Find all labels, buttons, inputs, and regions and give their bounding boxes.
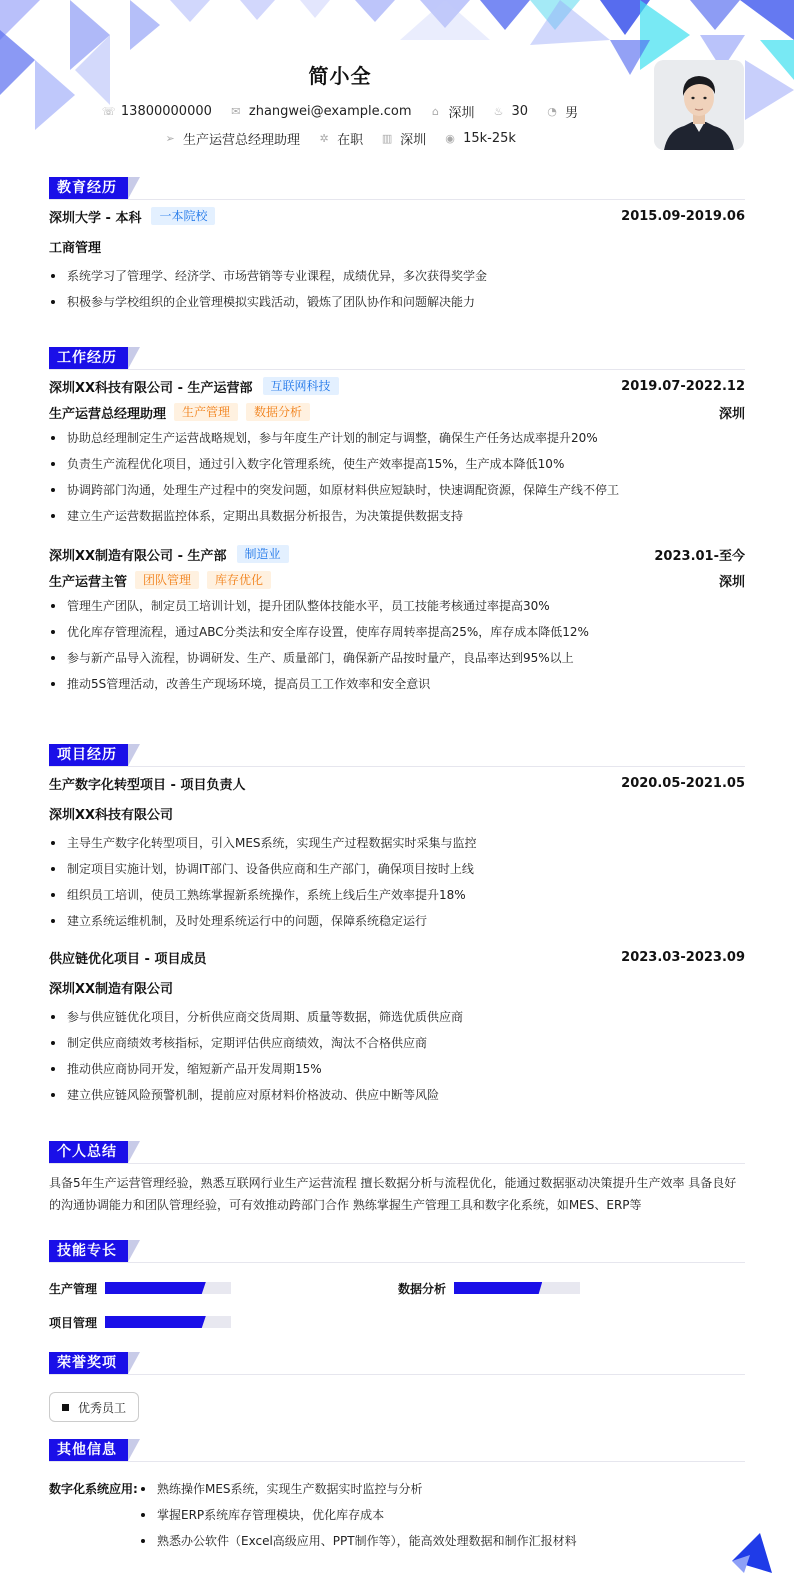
cake-icon: ♨ (493, 104, 504, 118)
position-info (164, 129, 300, 148)
project-company-row (49, 800, 745, 826)
list-item: 推动供应商协同开发，缩短新产品开发周期15% (49, 1056, 745, 1082)
skill-tag: 生产管理 (174, 403, 238, 421)
skill-bar-fill (105, 1316, 206, 1328)
education-header (49, 177, 745, 200)
resume-header (0, 0, 794, 170)
section-title: 工作经历 (49, 347, 128, 369)
job-entry (49, 541, 745, 697)
status-icon: ✲ (319, 131, 329, 145)
list-item: 建立生产运营数据监控体系，定期出具数据分析报告，为决策提供数据支持 (49, 503, 745, 529)
industry-tag: 制造业 (237, 545, 289, 563)
job-bullets (49, 425, 745, 529)
project-period: 2023.03-2023.09 (621, 949, 745, 965)
list-item: 主导生产数字化转型项目，引入MES系统，实现生产过程数据实时采集与监控 (49, 830, 745, 856)
role-row (49, 567, 745, 593)
summary-header (49, 1141, 745, 1164)
education-row (49, 203, 745, 229)
work-section (49, 347, 745, 697)
project-period: 2020.05-2021.05 (621, 775, 745, 791)
list-item: 协调跨部门沟通，处理生产过程中的突发问题，如原材料供应短缺时，快速调配资源，保障生产线不停工 (49, 477, 745, 503)
candidate-name: 简小全 (308, 64, 372, 88)
summary-text (49, 1172, 745, 1216)
city-info (430, 102, 475, 121)
phone-icon: ☏ (101, 104, 116, 118)
company-name: 深圳XX科技有限公司 - 生产运营部 (49, 380, 253, 396)
skill-name: 生产管理 (49, 1281, 98, 1296)
job-bullets (49, 593, 745, 697)
city-text: 深圳 (448, 106, 475, 121)
skills-section (49, 1240, 745, 1333)
list-item: 制定项目实施计划，协调IT部门、设备供应商和生产部门，确保项目按时上线 (49, 856, 745, 882)
status-text: 在职 (337, 133, 364, 148)
major-row (49, 233, 745, 259)
square-bullet-icon (62, 1404, 69, 1411)
send-icon: ➢ (165, 131, 175, 145)
list-item: 掌握ERP系统库存管理模块，优化库存成本 (139, 1502, 577, 1528)
projects-section (49, 744, 745, 1108)
list-item: 组织员工培训，使员工熟练掌握新系统操作，系统上线后生产效率提升18% (49, 882, 745, 908)
awards-header (49, 1352, 745, 1375)
role-name: 生产运营总经理助理 (49, 406, 167, 422)
skill-bar (105, 1282, 231, 1294)
portrait-image (654, 60, 744, 150)
project-entry (49, 944, 745, 1108)
status-info (318, 129, 363, 148)
gender-icon: ◔ (547, 104, 557, 118)
list-item: 熟练操作MES系统，实现生产数据实时监控与分析 (139, 1476, 577, 1502)
position-text: 生产运营总经理助理 (183, 133, 301, 148)
section-title: 技能专长 (49, 1240, 128, 1262)
contact-info-row (0, 102, 680, 121)
other-header (49, 1439, 745, 1462)
project-row (49, 944, 745, 970)
other-bullets (139, 1476, 577, 1554)
list-item: 协助总经理制定生产运营战略规划，参与年度生产计划的制定与调整，确保生产任务达成率提升20% (49, 425, 745, 451)
skill-item (49, 1280, 231, 1296)
project-entry (49, 770, 745, 934)
list-item: 制定供应商绩效考核指标，定期评估供应商绩效，淘汰不合格供应商 (49, 1030, 745, 1056)
list-item: 推动5S管理活动，改善生产现场环境，提高员工工作效率和安全意识 (49, 671, 745, 697)
role-name: 生产运营主管 (49, 574, 128, 590)
salary-text: 15k-25k (463, 131, 516, 146)
other-info-row (49, 1476, 745, 1554)
mail-icon: ✉ (231, 104, 241, 118)
award-name: 优秀员工 (78, 1400, 127, 1415)
section-title: 教育经历 (49, 177, 128, 199)
section-title: 个人总结 (49, 1141, 128, 1163)
company-row (49, 541, 745, 567)
school-tag: 一本院校 (151, 207, 215, 225)
school-name: 深圳大学 - 本科 (49, 210, 142, 226)
project-name: 生产数字化转型项目 - 项目负责人 (49, 777, 246, 793)
education-bullets (49, 263, 745, 315)
project-company: 深圳XX科技有限公司 (49, 807, 174, 823)
projects-header (49, 744, 745, 767)
job-period: 2023.01-至今 (654, 548, 745, 564)
work-header (49, 347, 745, 370)
job-location: 深圳 (718, 574, 745, 590)
expected-city-text: 深圳 (400, 133, 427, 148)
skill-name: 数据分析 (398, 1281, 447, 1296)
skill-bar-fill (454, 1282, 542, 1294)
skill-item (49, 1314, 231, 1330)
skills-grid (49, 1263, 745, 1333)
profile-photo (654, 60, 744, 150)
major-name: 工商管理 (49, 240, 102, 256)
education-section (49, 177, 745, 315)
list-item: 参与新产品导入流程，协调研发、生产、质量部门，确保新产品按时量产，良品率达到95%以上 (49, 645, 745, 671)
project-company: 深圳XX制造有限公司 (49, 981, 174, 997)
age-info (493, 104, 529, 119)
salary-info (444, 131, 516, 146)
building-icon: ▥ (381, 131, 393, 145)
education-period: 2015.09-2019.06 (621, 208, 745, 224)
job-location: 深圳 (718, 406, 745, 422)
project-bullets (49, 830, 745, 934)
project-bullets (49, 1004, 745, 1108)
gender-info (546, 102, 578, 121)
home-icon: ⌂ (432, 104, 439, 118)
email-info (230, 104, 412, 119)
age-text: 30 (511, 104, 529, 119)
section-title: 其他信息 (49, 1439, 128, 1461)
other-label: 数字化系统应用: (49, 1482, 138, 1496)
skills-header (49, 1240, 745, 1263)
company-name: 深圳XX制造有限公司 - 生产部 (49, 548, 227, 564)
summary-section (49, 1141, 745, 1216)
gender-text: 男 (565, 106, 579, 121)
company-row (49, 373, 745, 399)
phone-info (102, 104, 212, 119)
skill-bar-fill (105, 1282, 206, 1294)
skill-name: 项目管理 (49, 1315, 98, 1330)
summary-line: 的沟通协调能力和团队管理经验，可有效推动跨部门合作 熟练掌握生产管理工具和数字化系统，如MES、ERP等 (49, 1198, 642, 1212)
job-intent-row (0, 129, 680, 148)
list-item: 参与供应链优化项目，分析供应商交货周期、质量等数据，筛选优质供应商 (49, 1004, 745, 1030)
list-item: 负责生产流程优化项目，通过引入数字化管理系统，使生产效率提高15%，生产成本降低10% (49, 451, 745, 477)
phone-text: 13800000000 (120, 104, 212, 119)
skill-item (398, 1280, 580, 1296)
summary-line: 具备5年生产运营管理经验，熟悉互联网行业生产运营流程 擅长数据分析与流程优化，能通过数据驱动决策提升生产效率 具备良好 (49, 1176, 737, 1190)
list-item: 积极参与学校组织的企业管理模拟实践活动，锻炼了团队协作和问题解决能力 (49, 289, 745, 315)
list-item: 建立系统运维机制，及时处理系统运行中的问题，保障系统稳定运行 (49, 908, 745, 934)
job-entry (49, 373, 745, 529)
award-badge (49, 1392, 139, 1422)
awards-section (49, 1352, 745, 1422)
expected-city-info (381, 129, 426, 148)
skill-tag: 团队管理 (135, 571, 199, 589)
job-period: 2019.07-2022.12 (621, 378, 745, 394)
other-section (49, 1439, 745, 1554)
skill-bar (105, 1316, 231, 1328)
role-row (49, 399, 745, 425)
section-title: 荣誉奖项 (49, 1352, 128, 1374)
project-name: 供应链优化项目 - 项目成员 (49, 951, 207, 967)
list-item: 建立供应链风险预警机制，提前应对原材料价格波动、供应中断等风险 (49, 1082, 745, 1108)
list-item: 优化库存管理流程，通过ABC分类法和安全库存设置，使库存周转率提高25%，库存成本降低12% (49, 619, 745, 645)
skill-tag: 数据分析 (246, 403, 310, 421)
list-item: 管理生产团队，制定员工培训计划，提升团队整体技能水平，员工技能考核通过率提高30% (49, 593, 745, 619)
coin-icon: ◉ (445, 131, 455, 145)
skill-tag: 库存优化 (207, 571, 271, 589)
skill-bar (454, 1282, 580, 1294)
list-item: 系统学习了管理学、经济学、市场营销等专业课程，成绩优异，多次获得奖学金 (49, 263, 745, 289)
project-company-row (49, 974, 745, 1000)
industry-tag: 互联网科技 (263, 377, 339, 395)
list-item: 熟悉办公软件（Excel高级应用、PPT制作等），能高效处理数据和制作汇报材料 (139, 1528, 577, 1554)
section-title: 项目经历 (49, 744, 128, 766)
project-row (49, 770, 745, 796)
email-text: zhangwei@example.com (248, 104, 412, 119)
